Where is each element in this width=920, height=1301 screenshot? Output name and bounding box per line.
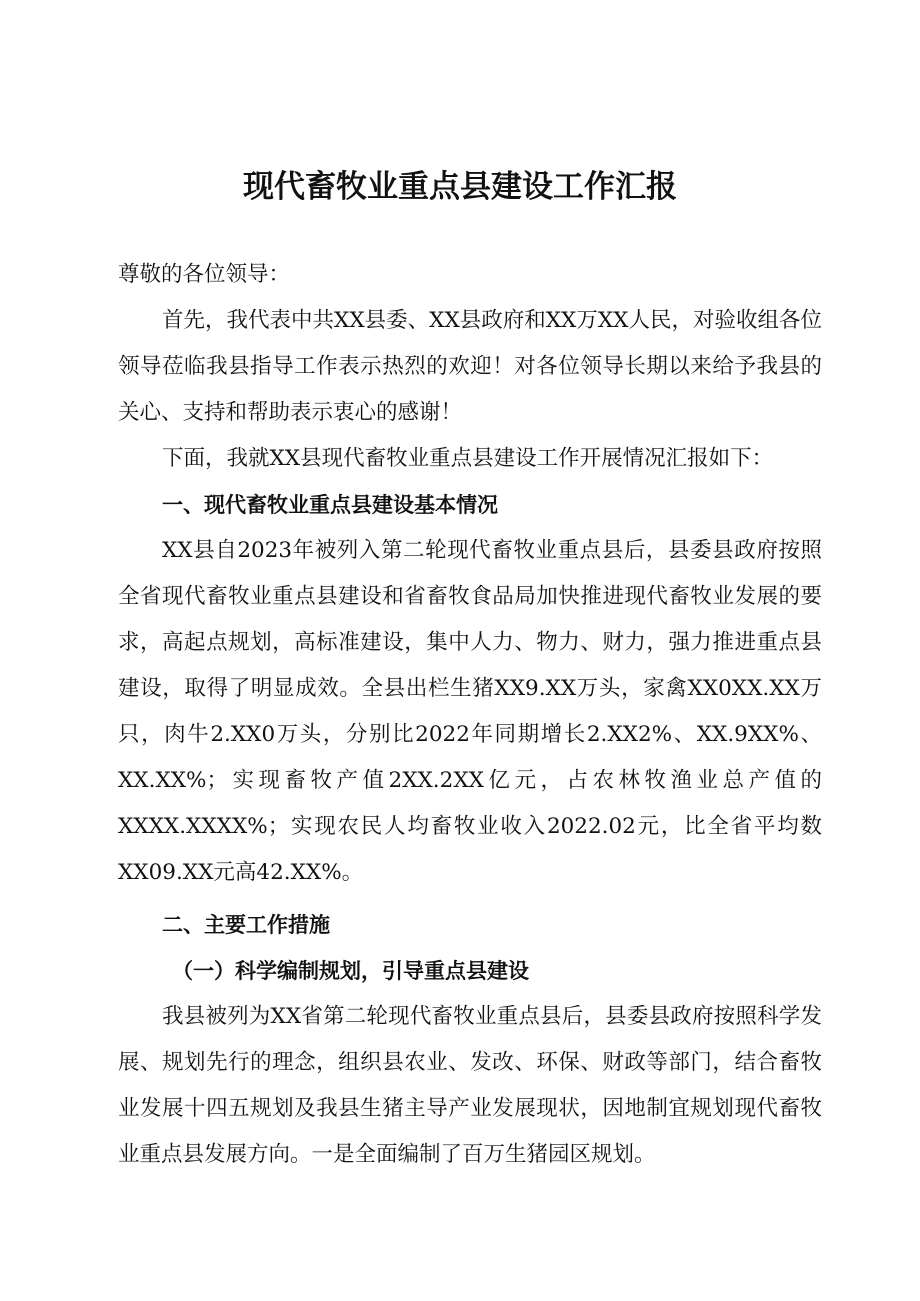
document-title: 现代畜牧业重点县建设工作汇报 bbox=[243, 169, 677, 205]
section-1-body: XX县自2023年被列入第二轮现代畜牧业重点县后，县委县政府按照全省现代畜牧业重点县建设和省畜牧食品局加快推进现代畜牧业发展的要求，高起点规划，高标准建设，集中人力、物力、财力，强力推进重点县建设，取得了明显成效。全县出栏生猪XX9.XX万头，家禽XX0XX.XX万只，肉牛2.XX0万头，分别比2022年同期增长2.XX2%、XX.9XX%、XX.XX%；实现畜牧产值2XX.2XX亿元，占农林牧渔业总产值的XXXX.XXXX%；实现农民人均畜牧业收入2022.02元，比全省平均数XX09.XX元高42.XX%。 bbox=[118, 538, 822, 885]
opening-paragraph: 首先，我代表中共XX县委、XX县政府和XX万XX人民，对验收组各位领导莅临我县指导工作表示热烈的欢迎！对各位领导长期以来给予我县的关心、支持和帮助表示衷心的感谢！ bbox=[118, 308, 822, 425]
section-2-subsection-1-body: 我县被列为XX省第二轮现代畜牧业重点县后，县委县政府按照科学发展、规划先行的理念，组织县农业、发改、环保、财政等部门，结合畜牧业发展十四五规划及我县生猪主导产业发展现状，因地制宜规划现代畜牧业重点县发展方向。一是全面编制了百万生猪园区规划。 bbox=[118, 1004, 822, 1167]
section-2-subsection-1-heading: （一）科学编制规划，引导重点县建设 bbox=[172, 959, 529, 983]
salutation: 尊敬的各位领导： bbox=[118, 262, 291, 287]
document-body bbox=[118, 252, 822, 1178]
section-1-heading: 一、现代畜牧业重点县建设基本情况 bbox=[162, 493, 498, 517]
intro-paragraph: 下面，我就XX县现代畜牧业重点县建设工作开展情况汇报如下： bbox=[162, 446, 774, 471]
section-2-heading: 二、主要工作措施 bbox=[162, 913, 330, 937]
